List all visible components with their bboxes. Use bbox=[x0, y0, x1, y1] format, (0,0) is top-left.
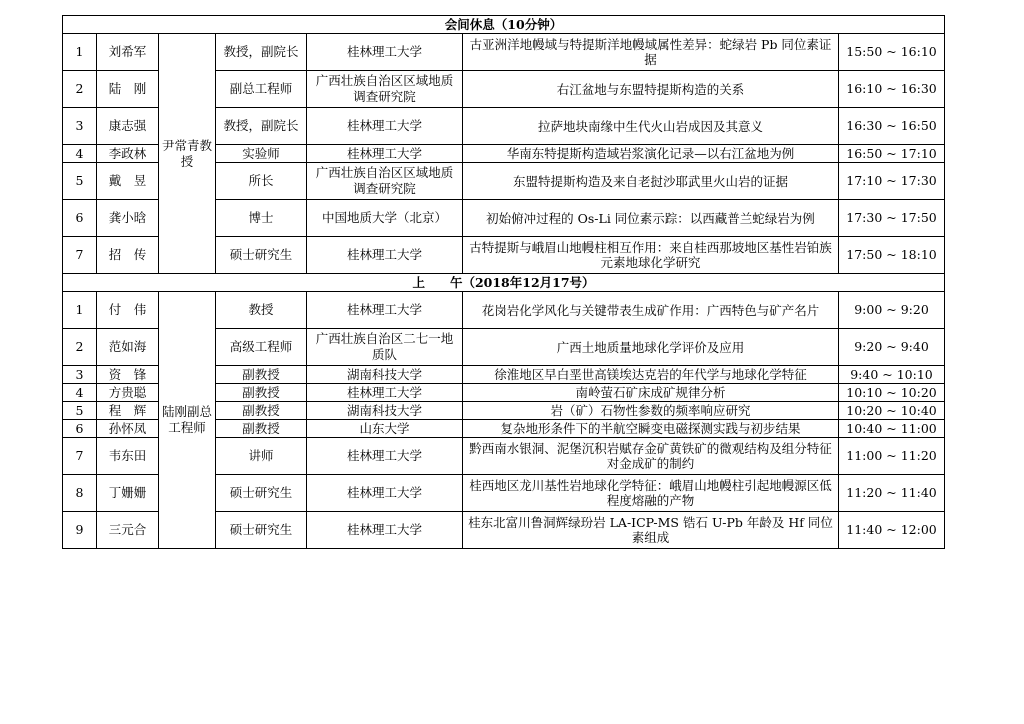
speaker-org: 中国地质大学（北京） bbox=[307, 200, 463, 237]
speaker-org: 桂林理工大学 bbox=[307, 145, 463, 163]
time-slot: 16:50 ~ 17:10 bbox=[839, 145, 945, 163]
talk-title: 桂西地区龙川基性岩地球化学特征：峨眉山地幔柱引起地幔源区低程度熔融的产物 bbox=[463, 475, 839, 512]
talk-title: 古亚洲洋地幔域与特提斯洋地幔域属性差异：蛇绿岩 Pb 同位素证据 bbox=[463, 34, 839, 71]
section-header-row bbox=[63, 274, 945, 292]
talk-title: 古特提斯与峨眉山地幔柱相互作用：来自桂西那坡地区基性岩铂族元素地球化学研究 bbox=[463, 237, 839, 274]
talk-title: 南岭萤石矿床成矿规律分析 bbox=[463, 384, 839, 402]
speaker-title: 硕士研究生 bbox=[216, 237, 307, 274]
time-slot: 17:30 ~ 17:50 bbox=[839, 200, 945, 237]
speaker-title: 实验师 bbox=[216, 145, 307, 163]
speaker-name: 孙怀凤 bbox=[97, 420, 159, 438]
time-slot: 9:00 ~ 9:20 bbox=[839, 292, 945, 329]
speaker-name: 戴 昱 bbox=[97, 163, 159, 200]
row-number: 4 bbox=[63, 145, 97, 163]
time-slot: 10:20 ~ 10:40 bbox=[839, 402, 945, 420]
speaker-title: 博士 bbox=[216, 200, 307, 237]
section-header-row bbox=[63, 16, 945, 34]
row-number: 9 bbox=[63, 512, 97, 549]
speaker-title: 硕士研究生 bbox=[216, 512, 307, 549]
speaker-title: 副教授 bbox=[216, 402, 307, 420]
speaker-name: 招 传 bbox=[97, 237, 159, 274]
table-row bbox=[63, 292, 945, 329]
speaker-org: 桂林理工大学 bbox=[307, 237, 463, 274]
speaker-org: 桂林理工大学 bbox=[307, 475, 463, 512]
speaker-title: 硕士研究生 bbox=[216, 475, 307, 512]
time-slot: 15:50 ~ 16:10 bbox=[839, 34, 945, 71]
row-number: 1 bbox=[63, 292, 97, 329]
schedule-table bbox=[62, 15, 945, 549]
time-slot: 16:30 ~ 16:50 bbox=[839, 108, 945, 145]
speaker-org: 广西壮族自治区二七一地质队 bbox=[307, 329, 463, 366]
speaker-org: 桂林理工大学 bbox=[307, 438, 463, 475]
row-number: 2 bbox=[63, 71, 97, 108]
speaker-org: 桂林理工大学 bbox=[307, 34, 463, 71]
speaker-name: 李政林 bbox=[97, 145, 159, 163]
row-number: 1 bbox=[63, 34, 97, 71]
speaker-title: 所长 bbox=[216, 163, 307, 200]
row-number: 4 bbox=[63, 384, 97, 402]
speaker-org: 湖南科技大学 bbox=[307, 366, 463, 384]
speaker-name: 刘希军 bbox=[97, 34, 159, 71]
speaker-name: 程 辉 bbox=[97, 402, 159, 420]
speaker-title: 副教授 bbox=[216, 384, 307, 402]
speaker-org: 桂林理工大学 bbox=[307, 108, 463, 145]
time-slot: 17:50 ~ 18:10 bbox=[839, 237, 945, 274]
row-number: 2 bbox=[63, 329, 97, 366]
speaker-org: 广西壮族自治区区域地质调查研究院 bbox=[307, 163, 463, 200]
speaker-name: 资 锋 bbox=[97, 366, 159, 384]
table-row bbox=[63, 34, 945, 71]
time-slot: 9:40 ~ 10:10 bbox=[839, 366, 945, 384]
talk-title: 广西土地质量地球化学评价及应用 bbox=[463, 329, 839, 366]
row-number: 7 bbox=[63, 438, 97, 475]
speaker-name: 范如海 bbox=[97, 329, 159, 366]
row-number: 5 bbox=[63, 402, 97, 420]
row-number: 6 bbox=[63, 420, 97, 438]
speaker-name: 三元合 bbox=[97, 512, 159, 549]
talk-title: 东盟特提斯构造及来自老挝沙耶武里火山岩的证据 bbox=[463, 163, 839, 200]
speaker-name: 陆 刚 bbox=[97, 71, 159, 108]
talk-title: 徐淮地区早白垩世高镁埃达克岩的年代学与地球化学特征 bbox=[463, 366, 839, 384]
time-slot: 10:10 ~ 10:20 bbox=[839, 384, 945, 402]
speaker-org: 广西壮族自治区区域地质调查研究院 bbox=[307, 71, 463, 108]
speaker-title: 教授，副院长 bbox=[216, 34, 307, 71]
speaker-title: 讲师 bbox=[216, 438, 307, 475]
talk-title: 右江盆地与东盟特提斯构造的关系 bbox=[463, 71, 839, 108]
time-slot: 10:40 ~ 11:00 bbox=[839, 420, 945, 438]
speaker-name: 方贵聪 bbox=[97, 384, 159, 402]
speaker-title: 副教授 bbox=[216, 420, 307, 438]
schedule-body bbox=[63, 16, 945, 549]
row-number: 6 bbox=[63, 200, 97, 237]
speaker-title: 副教授 bbox=[216, 366, 307, 384]
row-number: 3 bbox=[63, 108, 97, 145]
talk-title: 复杂地形条件下的半航空瞬变电磁探测实践与初步结果 bbox=[463, 420, 839, 438]
speaker-org: 湖南科技大学 bbox=[307, 402, 463, 420]
time-slot: 17:10 ~ 17:30 bbox=[839, 163, 945, 200]
row-number: 8 bbox=[63, 475, 97, 512]
speaker-org: 桂林理工大学 bbox=[307, 292, 463, 329]
section-header: 会间休息（10分钟） bbox=[63, 16, 945, 34]
speaker-title: 高级工程师 bbox=[216, 329, 307, 366]
row-number: 3 bbox=[63, 366, 97, 384]
talk-title: 桂东北富川鲁洞辉绿玢岩 LA-ICP-MS 锆石 U-Pb 年龄及 Hf 同位素组成 bbox=[463, 512, 839, 549]
session-chair: 尹常青教授 bbox=[159, 34, 216, 274]
time-slot: 9:20 ~ 9:40 bbox=[839, 329, 945, 366]
speaker-title: 教授，副院长 bbox=[216, 108, 307, 145]
time-slot: 11:00 ~ 11:20 bbox=[839, 438, 945, 475]
speaker-org: 山东大学 bbox=[307, 420, 463, 438]
talk-title: 花岗岩化学风化与关键带表生成矿作用：广西特色与矿产名片 bbox=[463, 292, 839, 329]
talk-title: 初始俯冲过程的 Os-Li 同位素示踪：以西藏普兰蛇绿岩为例 bbox=[463, 200, 839, 237]
speaker-name: 韦东田 bbox=[97, 438, 159, 475]
time-slot: 11:40 ~ 12:00 bbox=[839, 512, 945, 549]
speaker-name: 丁姗姗 bbox=[97, 475, 159, 512]
speaker-org: 桂林理工大学 bbox=[307, 512, 463, 549]
row-number: 7 bbox=[63, 237, 97, 274]
row-number: 5 bbox=[63, 163, 97, 200]
talk-title: 黔西南水银洞、泥堡沉积岩赋存金矿黄铁矿的微观结构及组分特征对金成矿的制约 bbox=[463, 438, 839, 475]
time-slot: 16:10 ~ 16:30 bbox=[839, 71, 945, 108]
speaker-name: 康志强 bbox=[97, 108, 159, 145]
speaker-name: 付 伟 bbox=[97, 292, 159, 329]
speaker-org: 桂林理工大学 bbox=[307, 384, 463, 402]
talk-title: 华南东特提斯构造域岩浆演化记录—以右江盆地为例 bbox=[463, 145, 839, 163]
talk-title: 岩（矿）石物性参数的频率响应研究 bbox=[463, 402, 839, 420]
speaker-name: 龚小晗 bbox=[97, 200, 159, 237]
session-chair: 陆刚副总工程师 bbox=[159, 292, 216, 549]
time-slot: 11:20 ~ 11:40 bbox=[839, 475, 945, 512]
talk-title: 拉萨地块南缘中生代火山岩成因及其意义 bbox=[463, 108, 839, 145]
section-header: 上 午（2018年12月17号） bbox=[63, 274, 945, 292]
speaker-title: 教授 bbox=[216, 292, 307, 329]
speaker-title: 副总工程师 bbox=[216, 71, 307, 108]
